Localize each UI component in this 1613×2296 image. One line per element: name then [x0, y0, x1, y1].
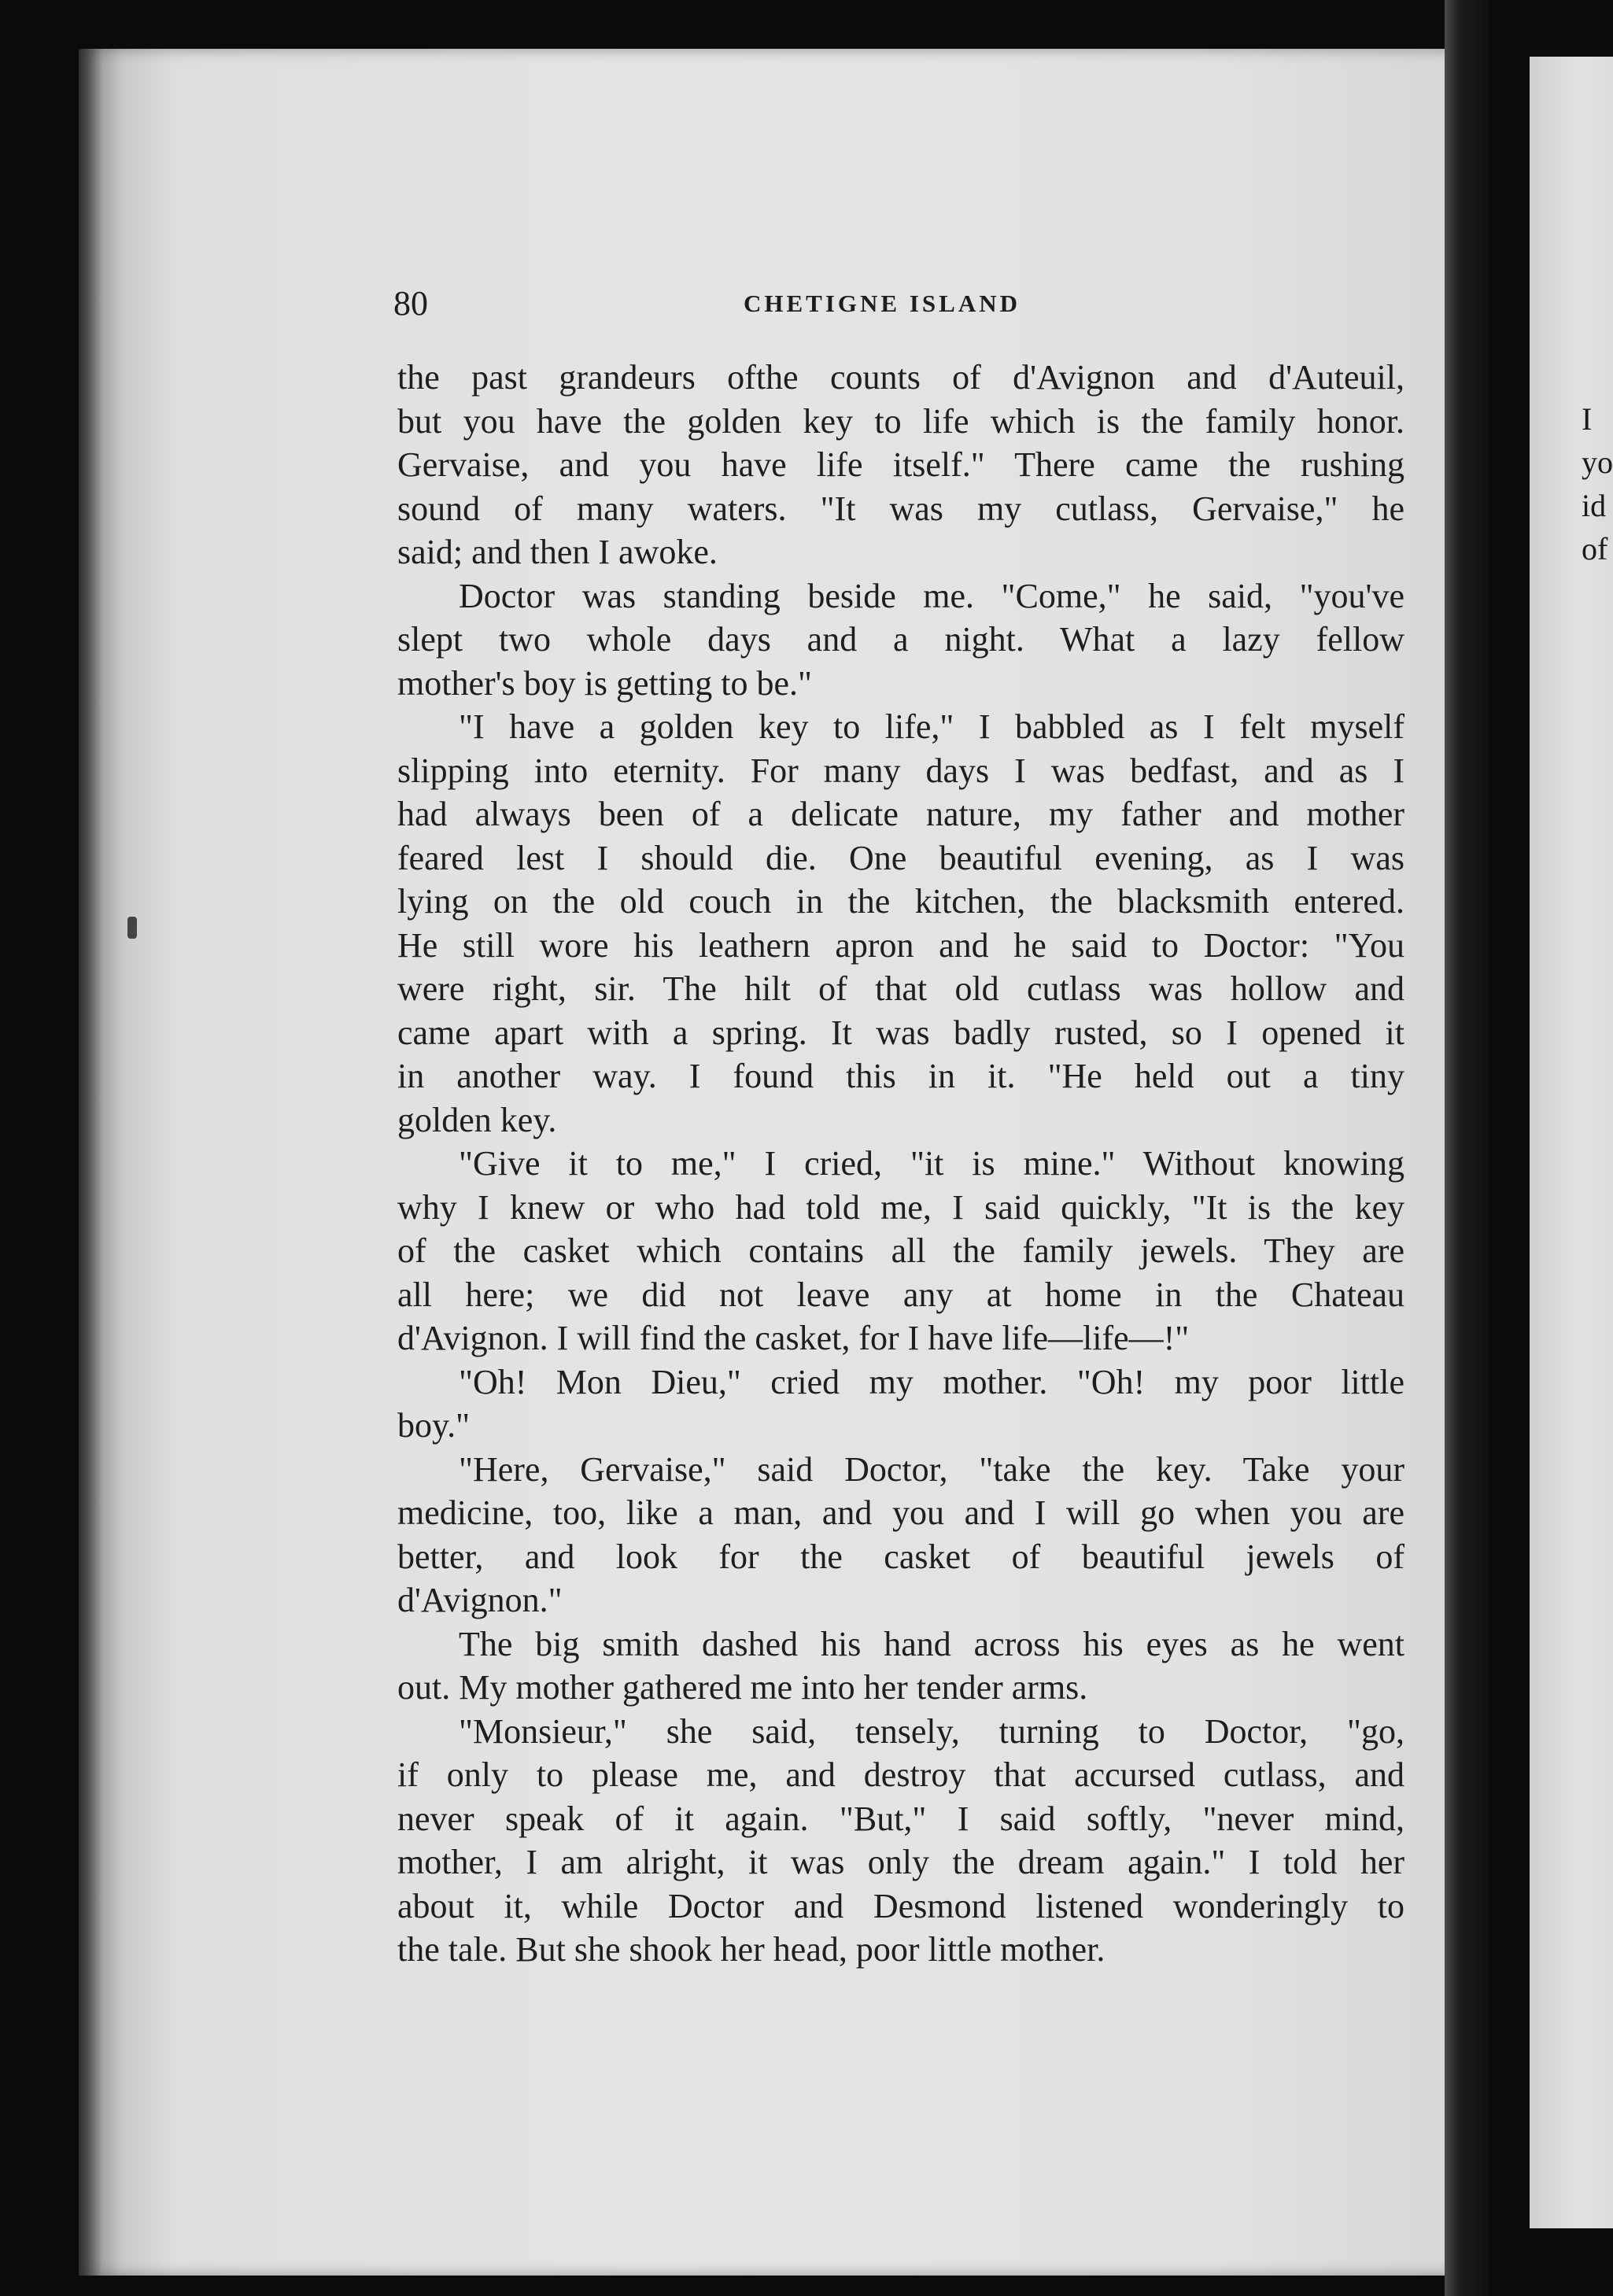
- page-header: [393, 283, 1408, 330]
- text-line: d'Avignon. I will find the casket, for I have life—life—!": [397, 1319, 1190, 1357]
- text-line: Doctor was standing beside me. "Come," he said, "you've: [459, 576, 1404, 615]
- facing-page-fragment: yo: [1582, 445, 1613, 480]
- text-line: "Here, Gervaise," said Doctor, "take the key. Take your: [459, 1449, 1404, 1489]
- text-line: "Give it to me," I cried, "it is mine." Without knowing: [459, 1144, 1404, 1183]
- text-line: "I have a golden key to life," I babbled as I felt myself: [459, 707, 1404, 746]
- text-line: slept two whole days and a night. What a lazy fellow: [397, 620, 1404, 659]
- facing-page-text: [1582, 397, 1613, 570]
- text-line: Gervaise, and you have life itself." There came the rushing: [397, 445, 1404, 484]
- text-line: better, and look for the casket of beautiful jewels of: [397, 1537, 1404, 1576]
- text-line: of the casket which contains all the family jewels. They are: [397, 1231, 1404, 1270]
- text-line: medicine, too, like a man, and you and I will go when you are: [397, 1493, 1404, 1532]
- text-line: the tale. But she shook her head, poor little mother.: [397, 1930, 1105, 1969]
- text-line: feared lest I should die. One beautiful evening, as I was: [397, 838, 1404, 877]
- text-line: never speak of it again. "But," I said softly, "never mind,: [397, 1799, 1404, 1838]
- facing-page-fragment: id: [1582, 488, 1607, 523]
- text-line: but you have the golden key to life which is the family honor.: [397, 401, 1404, 441]
- text-line: all here; we did not leave any at home in the Chateau: [397, 1275, 1404, 1314]
- text-line: about it, while Doctor and Desmond listened wonderingly to: [397, 1886, 1404, 1925]
- text-line: out. My mother gathered me into her tender arms.: [397, 1668, 1088, 1707]
- text-line: lying on the old couch in the kitchen, the blacksmith entered.: [397, 882, 1404, 921]
- text-line: He still wore his leathern apron and he said to Doctor: "You: [397, 925, 1404, 965]
- facing-page-fragment: of: [1582, 531, 1608, 567]
- text-line: the past grandeurs ofthe counts of d'Avignon and d'Auteuil,: [397, 358, 1404, 397]
- text-line: golden key.: [397, 1100, 557, 1139]
- text-line: if only to please me, and destroy that accursed cutlass, and: [397, 1755, 1404, 1794]
- text-line: were right, sir. The hilt of that old cutlass was hollow and: [397, 969, 1404, 1008]
- text-line: said; and then I awoke.: [397, 533, 718, 571]
- text-line: came apart with a spring. It was badly rusted, so I opened it: [397, 1013, 1404, 1052]
- running-head: CHETIGNE ISLAND: [744, 290, 1021, 317]
- page-number: 80: [393, 284, 428, 323]
- text-line: mother's boy is getting to be.": [397, 663, 812, 703]
- book-gutter: [1445, 0, 1489, 2296]
- text-line: "Monsieur," she said, tensely, turning to Doctor, "go,: [459, 1711, 1404, 1751]
- facing-page-edge: [1530, 57, 1613, 2228]
- facing-page-fragment: I: [1582, 401, 1593, 437]
- text-line: sound of many waters. "It was my cutlass, Gervaise," he: [397, 489, 1404, 528]
- text-line: "Oh! Mon Dieu," cried my mother. "Oh! my poor little: [459, 1362, 1404, 1401]
- text-line: slipping into eternity. For many days I was bedfast, and as I: [397, 751, 1404, 790]
- body-text: [397, 356, 1404, 1972]
- scan-blemish: [127, 917, 137, 939]
- text-line: in another way. I found this in it. "He held out a tiny: [397, 1057, 1404, 1095]
- text-line: d'Avignon.": [397, 1581, 563, 1619]
- text-line: why I knew or who had told me, I said quickly, "It is the key: [397, 1187, 1404, 1227]
- text-line: boy.": [397, 1406, 471, 1445]
- text-line: had always been of a delicate nature, my father and mother: [397, 795, 1404, 833]
- text-line: mother, I am alright, it was only the dream again." I told her: [397, 1843, 1404, 1881]
- text-line: The big smith dashed his hand across his eyes as he went: [459, 1624, 1404, 1663]
